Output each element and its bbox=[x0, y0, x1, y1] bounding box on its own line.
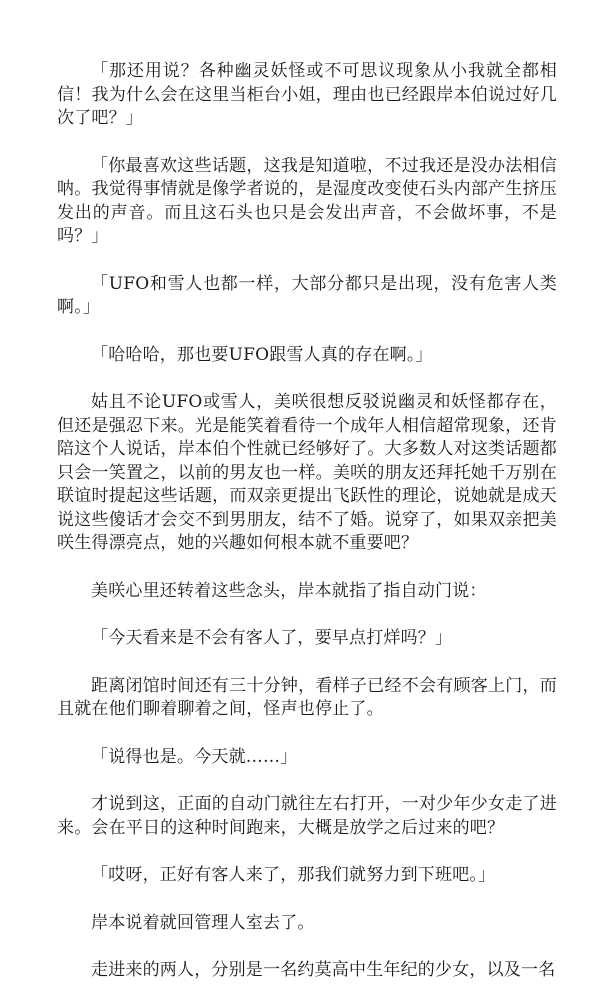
paragraph: 「哎呀，正好有客人来了，那我们就努力到下班吧。」 bbox=[91, 865, 496, 885]
paragraph: 姑且不论UFO或雪人，美咲很想反驳说幽灵和妖怪都存在，但还是强忍下来。光是能笑着看待一个成年人相信超常现象，还肯陪这个人说话，岸本伯个性就已经够好了。大多数人对这类话题都只会一笑置之，以前的男友也一样。美咲的朋友还拜托她千万别在联谊时提起这些话题，而双亲更提出飞跃性的理论，说她就是成天说这些傻话才会交不到男朋友，结不了婚。说穿了，如果双亲把美咲生得漂亮点，她的兴趣如何根本就不重要吧？ bbox=[57, 392, 557, 553]
paragraph: 岸本说着就回管理人室去了。 bbox=[91, 912, 315, 933]
paragraph: 走进来的两人，分别是一名约莫高中生年纪的少女，以及一名 bbox=[91, 960, 556, 980]
paragraph: 「你最喜欢这些话题，这我是知道啦，不过我还是没办法相信呐。我觉得事情就是像学者说的，是湿度改变使石头内部产生挤压发出的声音。而且这石头也只是会发出声音，不会做坏事，不是吗？」 bbox=[57, 155, 557, 246]
paragraph: 「UFO和雪人也都一样，大部分都只是出现，没有危害人类啊。」 bbox=[57, 273, 557, 317]
paragraph: 「那还用说？各种幽灵妖怪或不可思议现象从小我就全都相信！我为什么会在这里当柜台小姐，理由也已经跟岸本伯说过好几次了吧？」 bbox=[57, 61, 557, 128]
paragraph: 距离闭馆时间还有三十分钟，看样子已经不会有顾客上门，而且就在他们聊着聊着之间，怪声也停止了。 bbox=[57, 675, 557, 719]
paragraph: 「哈哈哈，那也要UFO跟雪人真的存在啊。」 bbox=[91, 344, 433, 365]
paragraph: 「说得也是。今天就……」 bbox=[91, 746, 298, 767]
paragraph: 才说到这，正面的自动门就往左右打开，一对少年少女走了进来。会在平日的这种时间跑来，大概是放学之后过来的吧？ bbox=[57, 794, 557, 838]
body-text bbox=[57, 60, 557, 1007]
paragraph: 「今天看来是不会有客人了，要早点打烊吗？」 bbox=[91, 628, 453, 648]
paragraph: 美咲心里还转着这些念头，岸本就指了指自动门说： bbox=[91, 580, 487, 601]
